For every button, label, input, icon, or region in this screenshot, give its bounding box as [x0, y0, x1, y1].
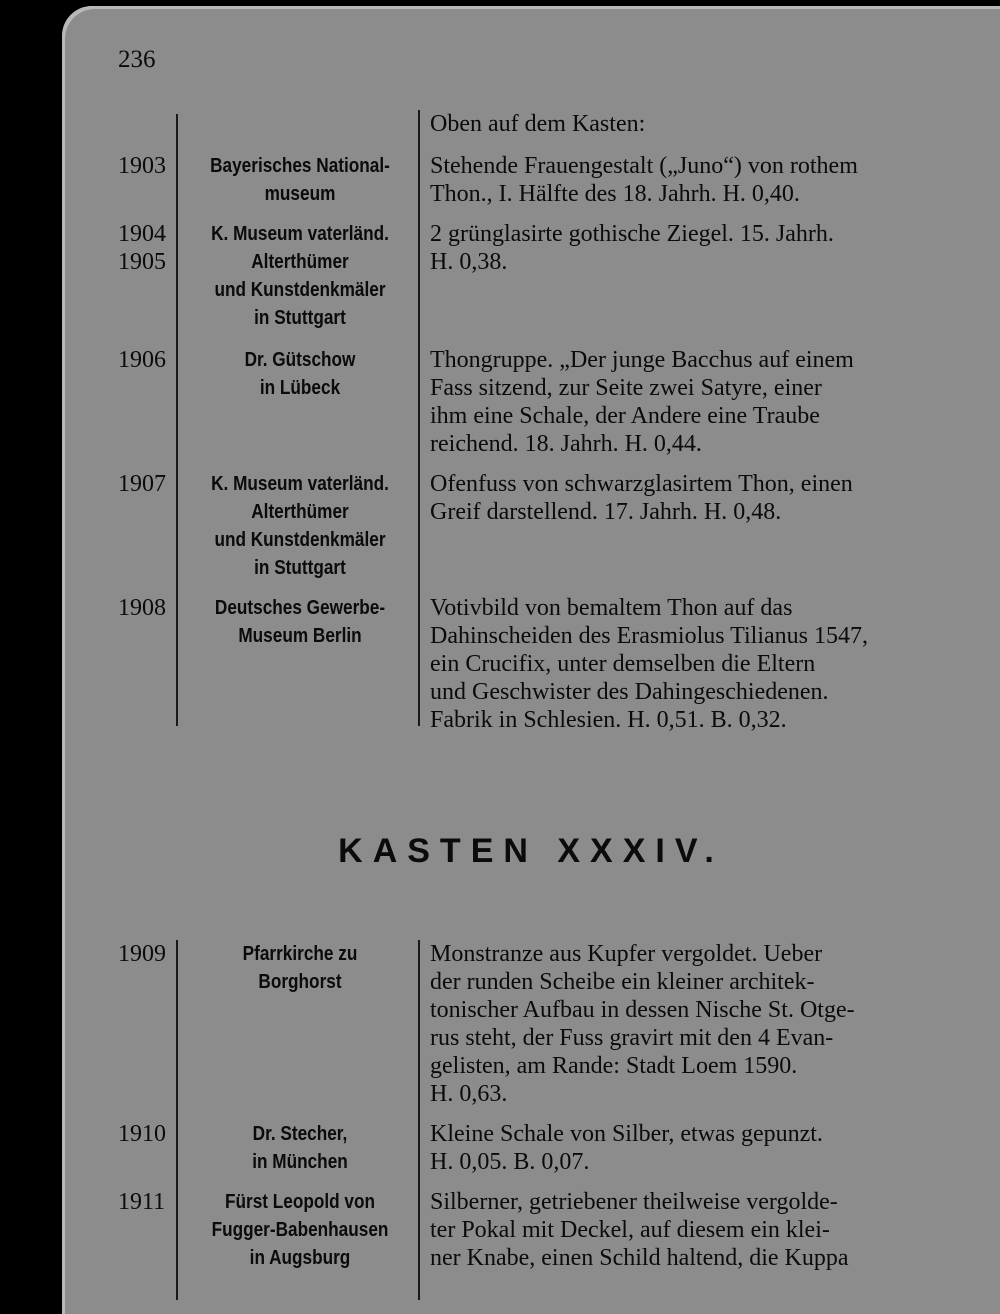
lender-name: Deutsches Gewerbe- Museum Berlin [214, 597, 386, 647]
entry-description: Ofenfuss von schwarzglasirtem Thon, einen Greif darstellend. 17. Jahrh. H. 0,48. [430, 471, 853, 525]
entry-description: Monstranze aus Kupfer vergoldet. Ueber der runden Scheibe ein kleiner architek- tonischer Aufbau in dessen Nische St. Otge- rus steht, der Fuss gravirt mit den 4 Evan- gelisten, am Rande: Stadt Loem 1590. H. 0,63. [430, 941, 855, 1107]
lender-name: Pfarrkirche zu Borghorst [242, 943, 358, 993]
entry-number: 1910 [118, 1121, 166, 1147]
entry-number: 1906 [118, 347, 166, 373]
scanned-page [62, 6, 1000, 1314]
entry-number: 1904 1905 [118, 221, 166, 275]
entry-number: 1908 [118, 595, 166, 621]
entry-number: 1911 [118, 1189, 166, 1215]
column-rule-left-top [176, 114, 178, 726]
lender-name: Fürst Leopold von Fugger-Babenhausen in Augsburg [211, 1191, 389, 1269]
entry-number: 1907 [118, 471, 166, 497]
entry-description: Kleine Schale von Silber, etwas gepunzt. H. 0,05. B. 0,07. [430, 1121, 823, 1175]
entry-description: Thongruppe. „Der junge Bacchus auf einem Fass sitzend, zur Seite zwei Satyre, einer ihm eine Schale, der Andere eine Traube reichend. 18. Jahrh. H. 0,44. [430, 347, 854, 457]
top-caption: Oben auf dem Kasten: [430, 111, 646, 137]
lender-name: Dr. Gütschow in Lübeck [244, 349, 356, 399]
entry-description: Votivbild von bemaltem Thon auf das Dahinscheiden des Erasmiolus Tilianus 1547, ein Crucifix, unter demselben die Eltern und Geschwister des Dahingeschiedenen. Fabrik in Schlesien. H. 0,51. B. 0,32. [430, 595, 868, 733]
column-rule-right-top [418, 110, 420, 726]
entry-description: Stehende Frauengestalt („Juno“) von rothem Thon., I. Hälfte des 18. Jahrh. H. 0,40. [430, 153, 858, 207]
entry-description: Silberner, getriebener theilweise vergolde- ter Pokal mit Deckel, auf diesem ein klei- ner Knabe, einen Schild haltend, die Kuppa [430, 1189, 849, 1271]
entry-number: 1909 [118, 941, 166, 967]
page-number: 236 [118, 46, 156, 73]
entry-number: 1903 [118, 153, 166, 179]
lender-name: Bayerisches National- museum [210, 155, 390, 205]
section-heading: KASTEN XXXIV. [338, 832, 724, 870]
column-rule-right-bottom [418, 940, 420, 1300]
entry-description: 2 grünglasirte gothische Ziegel. 15. Jahrh. H. 0,38. [430, 221, 834, 275]
lender-name: K. Museum vaterländ. Alterthümer und Kunstdenkmäler in Stuttgart [211, 473, 389, 579]
lender-name: K. Museum vaterländ. Alterthümer und Kunstdenkmäler in Stuttgart [211, 223, 389, 329]
lender-name: Dr. Stecher, in München [252, 1123, 348, 1173]
